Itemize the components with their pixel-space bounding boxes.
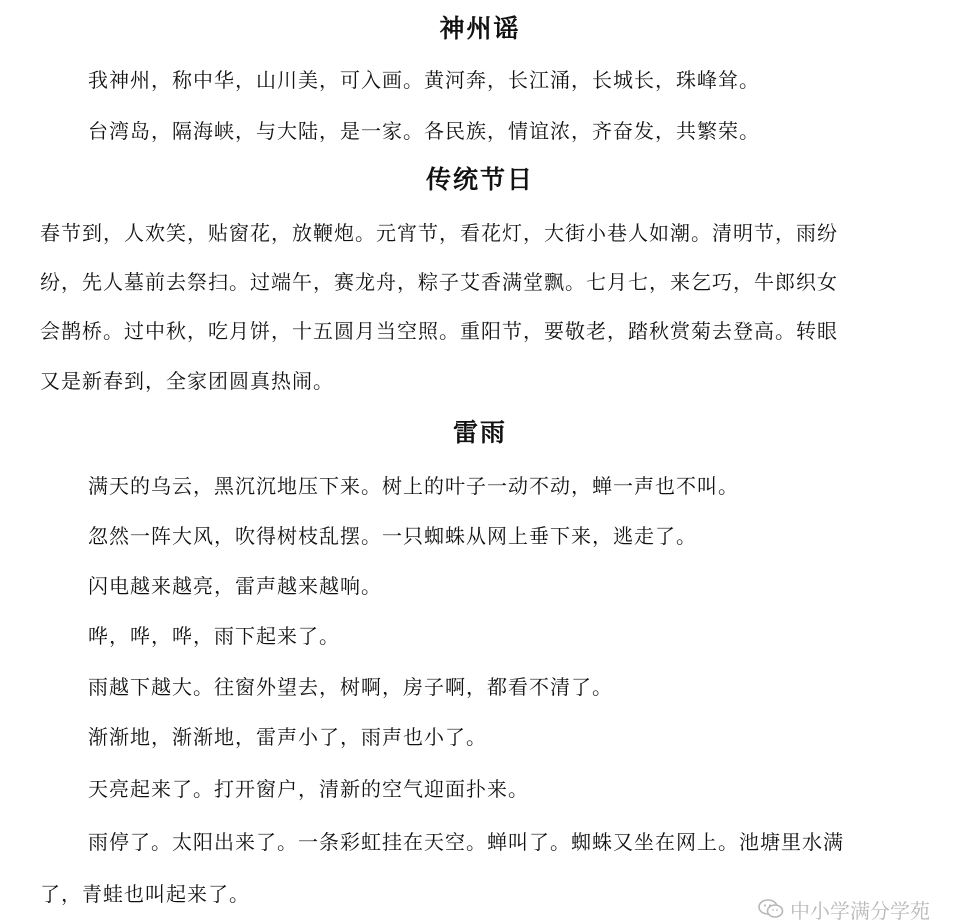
paragraph-line: 会鹊桥。过中秋，吃月饼，十五圆月当空照。重阳节，要敬老，踏秋赏菊去登高。转眼 — [40, 319, 838, 343]
paragraph-line: 又是新春到，全家团圆真热闹。 — [40, 369, 334, 393]
wechat-icon — [758, 898, 784, 920]
section-title-thunderstorm: 雷雨 — [452, 418, 507, 447]
paragraph-line: 哗，哗，哗，雨下起来了。 — [88, 624, 340, 648]
paragraph-line: 我神州，称中华，山川美，可入画。黄河奔，长江涌，长城长，珠峰耸。 — [88, 68, 760, 92]
watermark-text: 中小学满分学苑 — [790, 898, 930, 923]
section-title-traditional-festivals: 传统节日 — [425, 165, 534, 194]
watermark — [758, 897, 930, 921]
paragraph-line: 满天的乌云，黑沉沉地压下来。树上的叶子一动不动，蝉一声也不叫。 — [88, 474, 739, 498]
paragraph-line: 天亮起来了。打开窗户，清新的空气迎面扑来。 — [88, 777, 529, 801]
paragraph-line: 台湾岛，隔海峡，与大陆，是一家。各民族，情谊浓，齐奋发，共繁荣。 — [88, 119, 760, 143]
paragraph-line: 了，青蛙也叫起来了。 — [40, 882, 250, 906]
paragraph-line: 雨停了。太阳出来了。一条彩虹挂在天空。蝉叫了。蜘蛛又坐在网上。池塘里水满 — [88, 830, 844, 854]
section-title-shenzhouyao: 神州谣 — [439, 14, 521, 43]
paragraph-line: 雨越下越大。往窗外望去，树啊，房子啊，都看不清了。 — [88, 675, 613, 699]
paragraph-line: 纷，先人墓前去祭扫。过端午，赛龙舟，粽子艾香满堂飘。七月七，来乞巧，牛郎织女 — [40, 270, 838, 294]
paragraph-line: 渐渐地，渐渐地，雷声小了，雨声也小了。 — [88, 725, 487, 749]
paragraph-line: 闪电越来越亮，雷声越来越响。 — [88, 574, 382, 598]
paragraph-line: 春节到，人欢笑，贴窗花，放鞭炮。元宵节，看花灯，大街小巷人如潮。清明节，雨纷 — [40, 221, 838, 245]
paragraph-line: 忽然一阵大风，吹得树枝乱摆。一只蜘蛛从网上垂下来，逃走了。 — [88, 524, 697, 548]
